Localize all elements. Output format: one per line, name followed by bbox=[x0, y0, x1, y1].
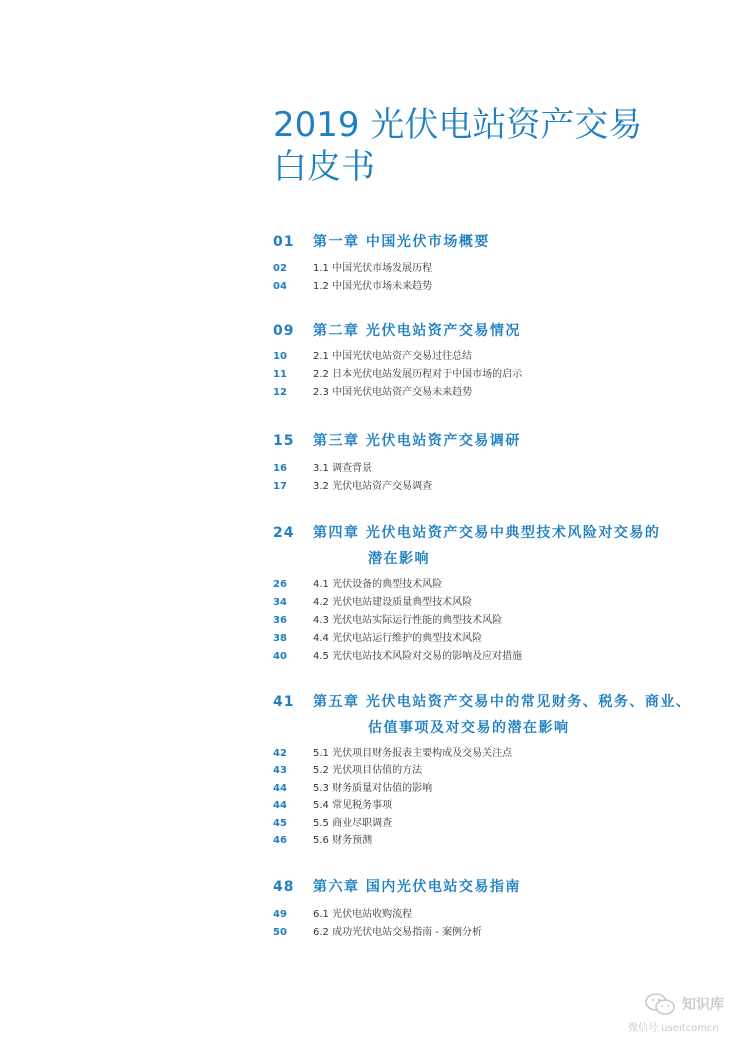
chapter-title-line-1: 第四章 光伏电站资产交易中典型技术风险对交易的 bbox=[313, 525, 661, 541]
toc-item-page: 11 bbox=[273, 369, 287, 380]
toc-item-label: 5.4 常见税务事项 bbox=[313, 800, 393, 811]
chapter-title-line-1: 第一章 中国光伏市场概要 bbox=[313, 234, 490, 250]
chapter-title-line-1: 第五章 光伏电站资产交易中的常见财务、税务、商业、 bbox=[313, 694, 692, 710]
toc-item-label: 4.2 光伏电站建设质量典型技术风险 bbox=[313, 597, 473, 608]
chapter-title[interactable] bbox=[313, 428, 713, 454]
wechat-icon bbox=[644, 992, 676, 1016]
toc-item[interactable] bbox=[0, 278, 744, 296]
chapter-page-number[interactable]: 09 bbox=[273, 323, 295, 339]
toc-item-page: 50 bbox=[273, 927, 287, 938]
chapter-title[interactable] bbox=[313, 318, 713, 344]
document-title bbox=[273, 104, 703, 188]
toc-item-page: 02 bbox=[273, 263, 287, 274]
toc-item-label: 4.4 光伏电站运行维护的典型技术风险 bbox=[313, 633, 483, 644]
toc-item-label: 2.1 中国光伏电站资产交易过往总结 bbox=[313, 351, 473, 362]
toc-item[interactable] bbox=[0, 612, 744, 630]
toc-item-label: 2.2 日本光伏电站发展历程对于中国市场的启示 bbox=[313, 369, 523, 380]
toc-item-page: 46 bbox=[273, 835, 287, 846]
toc-item[interactable] bbox=[0, 478, 744, 496]
toc-item-label: 6.2 成功光伏电站交易指南 - 案例分析 bbox=[313, 927, 483, 938]
toc-item[interactable] bbox=[0, 815, 744, 833]
toc-item-label: 3.2 光伏电站资产交易调查 bbox=[313, 481, 433, 492]
toc-item[interactable] bbox=[0, 780, 744, 798]
toc-item-label: 1.2 中国光伏市场未来趋势 bbox=[313, 281, 433, 292]
toc-item-page: 34 bbox=[273, 597, 287, 608]
toc-item[interactable] bbox=[0, 384, 744, 402]
toc-item[interactable] bbox=[0, 260, 744, 278]
watermark-subtitle: 微信号 useitcomcn bbox=[628, 1023, 719, 1034]
chapter-page-number[interactable]: 15 bbox=[273, 433, 295, 449]
title-line-1: 2019 光伏电站资产交易 bbox=[273, 105, 643, 145]
toc-item-page: 45 bbox=[273, 818, 287, 829]
toc-item-page: 12 bbox=[273, 387, 287, 398]
title-line-2: 白皮书 bbox=[273, 147, 375, 187]
toc-item-label: 5.5 商业尽职调查 bbox=[313, 818, 393, 829]
toc-item-label: 6.1 光伏电站收购流程 bbox=[313, 909, 413, 920]
chapter-title[interactable] bbox=[313, 689, 713, 741]
toc-item[interactable] bbox=[0, 576, 744, 594]
toc-item[interactable] bbox=[0, 594, 744, 612]
chapter-title-line-2: 估值事项及对交易的潜在影响 bbox=[368, 720, 570, 736]
toc-item[interactable] bbox=[0, 924, 744, 942]
toc-item[interactable] bbox=[0, 797, 744, 815]
watermark-name: 知识库 bbox=[682, 997, 724, 1013]
watermark bbox=[628, 992, 738, 1042]
toc-item-page: 49 bbox=[273, 909, 287, 920]
toc-item-label: 5.2 光伏项目估值的方法 bbox=[313, 765, 423, 776]
toc-item-label: 4.1 光伏设备的典型技术风险 bbox=[313, 579, 443, 590]
toc-item-label: 4.5 光伏电站技术风险对交易的影响及应对措施 bbox=[313, 651, 523, 662]
toc-item-page: 43 bbox=[273, 765, 287, 776]
chapter-title[interactable] bbox=[313, 520, 713, 572]
chapter-page-number[interactable]: 01 bbox=[273, 234, 295, 250]
toc-item-page: 17 bbox=[273, 481, 287, 492]
chapter-page-number[interactable]: 24 bbox=[273, 525, 295, 541]
toc-item-page: 10 bbox=[273, 351, 287, 362]
toc-item-page: 38 bbox=[273, 633, 287, 644]
chapter-title-line-1: 第二章 光伏电站资产交易情况 bbox=[313, 323, 521, 339]
chapter-title[interactable] bbox=[313, 874, 713, 900]
toc-item-label: 3.1 调查背景 bbox=[313, 463, 373, 474]
toc-item[interactable] bbox=[0, 460, 744, 478]
toc-item[interactable] bbox=[0, 348, 744, 366]
chapter-title[interactable] bbox=[313, 229, 713, 255]
toc-item[interactable] bbox=[0, 762, 744, 780]
chapter-page-number[interactable]: 48 bbox=[273, 879, 295, 895]
toc-item-page: 16 bbox=[273, 463, 287, 474]
toc-item-label: 5.6 财务预测 bbox=[313, 835, 373, 846]
toc-item-page: 42 bbox=[273, 748, 287, 759]
toc-item-page: 04 bbox=[273, 281, 287, 292]
toc-item[interactable] bbox=[0, 630, 744, 648]
toc-item-page: 26 bbox=[273, 579, 287, 590]
toc-item-label: 4.3 光伏电站实际运行性能的典型技术风险 bbox=[313, 615, 503, 626]
toc-item-label: 5.1 光伏项目财务报表主要构成及交易关注点 bbox=[313, 748, 513, 759]
toc-item-label: 1.1 中国光伏市场发展历程 bbox=[313, 263, 433, 274]
toc-item[interactable] bbox=[0, 366, 744, 384]
toc-item[interactable] bbox=[0, 832, 744, 850]
toc-item-page: 44 bbox=[273, 783, 287, 794]
toc-item-page: 44 bbox=[273, 800, 287, 811]
chapter-page-number[interactable]: 41 bbox=[273, 694, 295, 710]
toc-item-page: 40 bbox=[273, 651, 287, 662]
chapter-title-line-1: 第三章 光伏电站资产交易调研 bbox=[313, 433, 521, 449]
toc-item[interactable] bbox=[0, 648, 744, 666]
toc-item[interactable] bbox=[0, 906, 744, 924]
chapter-title-line-2: 潜在影响 bbox=[368, 551, 430, 567]
toc-item-label: 5.3 财务质量对估值的影响 bbox=[313, 783, 433, 794]
chapter-title-line-1: 第六章 国内光伏电站交易指南 bbox=[313, 879, 521, 895]
toc-item-page: 36 bbox=[273, 615, 287, 626]
toc-item[interactable] bbox=[0, 745, 744, 763]
toc-item-label: 2.3 中国光伏电站资产交易未来趋势 bbox=[313, 387, 473, 398]
